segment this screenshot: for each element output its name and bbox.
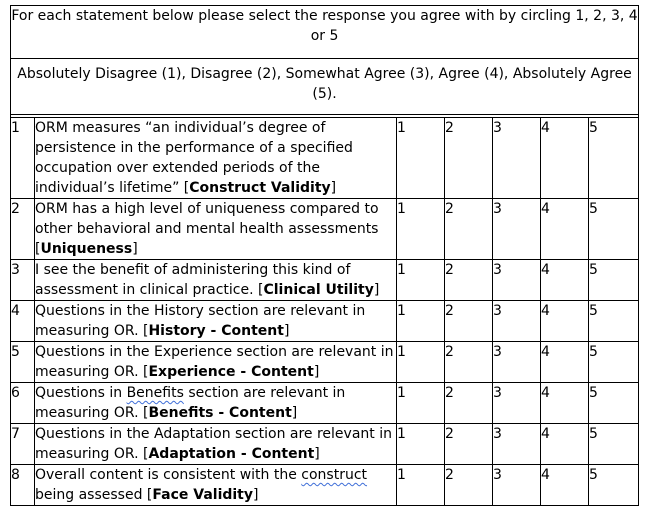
statement-row (11, 301, 639, 342)
statement-tag: Uniqueness (40, 241, 133, 257)
statement-text (35, 342, 397, 383)
survey-table (10, 5, 639, 506)
rating-option-4[interactable]: 4 (541, 260, 589, 301)
rating-option-4[interactable]: 4 (541, 342, 589, 383)
statement-close: ] (313, 364, 320, 380)
spellcheck-word: construct (301, 467, 368, 483)
statement-number: 7 (11, 424, 35, 465)
rating-option-3[interactable]: 3 (493, 383, 541, 424)
statement-close: ] (132, 241, 138, 257)
statement-text (35, 199, 397, 260)
statement-row (11, 118, 639, 199)
statement-text (35, 118, 397, 199)
scale-row (11, 59, 639, 115)
statement-row (11, 342, 639, 383)
statement-body: Questions in the Experience section are relevant in measuring OR. [ (35, 344, 394, 380)
rating-option-1[interactable]: 1 (397, 199, 445, 260)
statement-body-cont: being assessed [ (35, 487, 153, 503)
rating-option-3[interactable]: 3 (493, 199, 541, 260)
rating-option-3[interactable]: 3 (493, 118, 541, 199)
rating-option-2[interactable]: 2 (445, 199, 493, 260)
statement-tag: Clinical Utility (263, 282, 374, 298)
rating-option-1[interactable]: 1 (397, 424, 445, 465)
statement-number: 4 (11, 301, 35, 342)
statement-tag: History - Content (148, 323, 284, 339)
rating-option-2[interactable]: 2 (445, 383, 493, 424)
rating-option-1[interactable]: 1 (397, 301, 445, 342)
statement-row (11, 424, 639, 465)
statement-close: ] (314, 446, 320, 462)
rating-option-4[interactable]: 4 (541, 199, 589, 260)
spellcheck-word: Benefits (126, 385, 184, 401)
rating-option-4[interactable]: 4 (541, 383, 589, 424)
rating-option-3[interactable]: 3 (493, 342, 541, 383)
rating-option-4[interactable]: 4 (541, 301, 589, 342)
rating-option-2[interactable]: 2 (445, 465, 493, 506)
statement-tag: Construct Validity (189, 180, 331, 196)
statement-row (11, 260, 639, 301)
statement-close: ] (283, 323, 290, 339)
rating-option-4[interactable]: 4 (541, 118, 589, 199)
statement-body: I see the benefit of administering this kind of assessment in clinical practice. [ (35, 262, 351, 298)
rating-option-3[interactable]: 3 (493, 260, 541, 301)
rating-option-2[interactable]: 2 (445, 342, 493, 383)
rating-option-1[interactable]: 1 (397, 260, 445, 301)
statement-text (35, 301, 397, 342)
instruction-prompt: For each statement below please select the response you agree with by circling 1, 2, 3, 4 or 5 (11, 6, 639, 59)
statement-close: ] (291, 405, 298, 421)
statement-body: Overall content is consistent with the (35, 467, 302, 483)
rating-option-1[interactable]: 1 (397, 383, 445, 424)
statement-body: ORM has a high level of uniqueness compared to other behavioral and mental health assessments [ (35, 201, 379, 257)
rating-option-5[interactable]: 5 (589, 260, 639, 301)
statement-number: 3 (11, 260, 35, 301)
statement-text (35, 424, 397, 465)
statement-row (11, 465, 639, 506)
statement-tag: Adaptation - Content (148, 446, 315, 462)
rating-option-5[interactable]: 5 (589, 465, 639, 506)
statement-close: ] (253, 487, 259, 503)
rating-option-3[interactable]: 3 (493, 424, 541, 465)
rating-option-5[interactable]: 5 (589, 301, 639, 342)
statement-tag: Face Validity (152, 487, 254, 503)
statement-text (35, 383, 397, 424)
rating-option-3[interactable]: 3 (493, 301, 541, 342)
rating-option-4[interactable]: 4 (541, 465, 589, 506)
statement-number: 2 (11, 199, 35, 260)
statement-body-cont: section are relevant in measuring OR. [ (35, 385, 346, 421)
rating-option-5[interactable]: 5 (589, 118, 639, 199)
rating-option-5[interactable]: 5 (589, 383, 639, 424)
statement-text (35, 260, 397, 301)
rating-option-3[interactable]: 3 (493, 465, 541, 506)
statement-tag: Benefits - Content (148, 405, 292, 421)
rating-option-1[interactable]: 1 (397, 465, 445, 506)
rating-option-2[interactable]: 2 (445, 260, 493, 301)
instruction-row (11, 6, 639, 59)
statement-row (11, 199, 639, 260)
rating-option-1[interactable]: 1 (397, 342, 445, 383)
statement-body: Questions in the History section are relevant in measuring OR. [ (35, 303, 366, 339)
rating-option-5[interactable]: 5 (589, 424, 639, 465)
statement-number: 8 (11, 465, 35, 506)
statement-body: Questions in (35, 385, 127, 401)
statement-number: 5 (11, 342, 35, 383)
statement-body: Questions in the Adaptation section are relevant in measuring OR. [ (35, 426, 392, 462)
statement-row (11, 383, 639, 424)
statement-body: ORM measures “an individual’s degree of persistence in the performance of a specified occupation over extended periods of the individual’s lifetime” [ (35, 120, 353, 196)
rating-option-2[interactable]: 2 (445, 424, 493, 465)
rating-option-2[interactable]: 2 (445, 118, 493, 199)
rating-option-5[interactable]: 5 (589, 342, 639, 383)
statement-number: 1 (11, 118, 35, 199)
statement-number: 6 (11, 383, 35, 424)
scale-legend: Absolutely Disagree (1), Disagree (2), Somewhat Agree (3), Agree (4), Absolutely Agree (5). (11, 59, 639, 115)
rating-option-5[interactable]: 5 (589, 199, 639, 260)
statement-tag: Experience - Content (148, 364, 314, 380)
rating-option-2[interactable]: 2 (445, 301, 493, 342)
rating-option-4[interactable]: 4 (541, 424, 589, 465)
statement-text (35, 465, 397, 506)
rating-option-1[interactable]: 1 (397, 118, 445, 199)
statement-close: ] (330, 180, 337, 196)
statement-close: ] (373, 282, 380, 298)
